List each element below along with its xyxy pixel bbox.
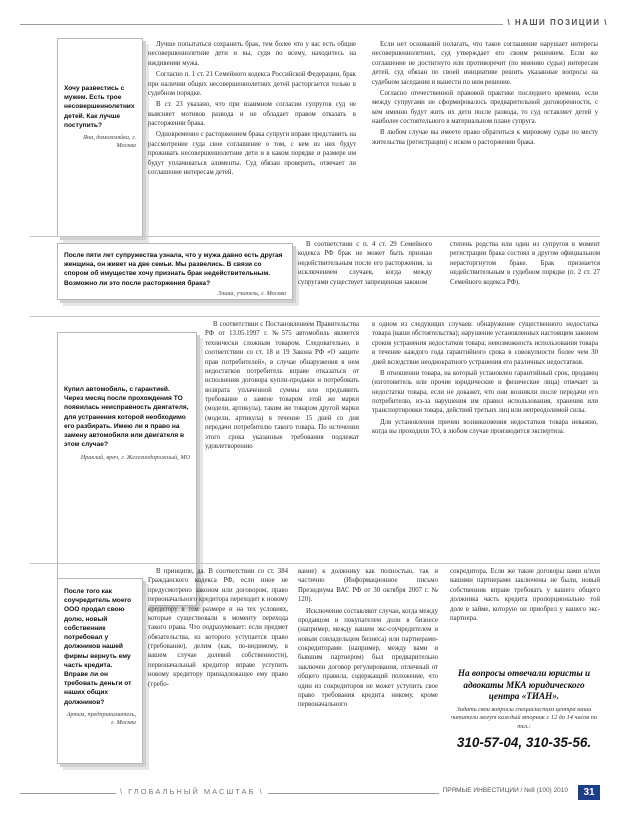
- question-box-divorce: [57, 38, 143, 237]
- answer-column-1: [205, 320, 359, 556]
- page-number: 31: [578, 785, 600, 800]
- contact-phones: 310-57-04, 310-35-56.: [456, 735, 592, 750]
- answer-column-2: [298, 567, 438, 767]
- paragraph: Если нет оснований полагать, что такое соглашение нарушает интересы несовершеннолетних, суд утверждает его своим решением. Если же соглашение не достигнуто или противоречит (по мнению судьи) интересам детей, суд обязан по своей инициативе решить указанные вопросы на судебном заседании и вынести по ним решение.: [372, 41, 598, 86]
- section-divider: [30, 236, 600, 237]
- question-signature: Яна, домохозяйка, г. Москва: [82, 134, 136, 150]
- answer-column-3: [450, 567, 600, 663]
- question-text: Хочу развестись с мужем. Есть трое несовершеннолетних детей. Как лучше поступить?: [64, 85, 135, 129]
- paragraph: В соответствии с п. 4 ст. 29 Семейного кодекса РФ брак не может быть признан недействительным после его расторжения, за исключением случаев, когда между супругами существует запрещенная законом: [298, 241, 432, 286]
- answer-column-1: [148, 40, 356, 232]
- answer-column-1: [148, 567, 288, 767]
- paragraph: Исключение составляют случаи, когда между продавцом и покупателем доли в бизнесе (например, между вашим экс-соучредителем и новым совладельцем бизнеса) или партнерами-сокредиторами (например, между вами и бывшим партнером) был предварительно заключен договор регулирования, отличный от общего правила, содержащий положение, что один из сокредиторов не может уступить свое право требования кредита никому, кроме первоначального: [298, 607, 438, 709]
- answer-column-2: [372, 320, 598, 556]
- paragraph: сокредитора. Если же такие договоры вами и/или вашими партнерами заключены не были, новый собственник вправе требовать у вашего общего должника часть кредита пропорционально той доле в займе, которую он приобрел у вашего экс-партнера.: [450, 568, 600, 622]
- question-text: После того как соучредитель моего ООО продал свою долю, новый собственник потребовал у должников нашей фирмы вернуть ему часть кредита. Вправе ли он требовать деньги от наших общих должников?: [64, 588, 132, 706]
- answer-column-2: [372, 40, 598, 232]
- paragraph: В ст. 23 указано, что при взаимном согласии супругов суд не выясняет мотивов развода и не обладает правом отказать в расторжении брака.: [148, 101, 356, 127]
- paragraph: В любом случае вы имеете право обратиться к мировому судье по месту жительства (регистрации) с иском о расторжении брака.: [372, 129, 598, 146]
- contact-note: Задать свои вопросы специалистам центра наши читатели могут каждый вторник с 12 до 14 часов по тел.:: [450, 705, 598, 730]
- paragraph: Для установления причин возникновения недостатков товара неважно, когда вы проходили ТО, в любом случае производится экспертиза.: [372, 418, 598, 436]
- section-divider: [30, 316, 600, 317]
- paragraph: вание) к должнику как полностью, так и частично (Информационное письмо Президиума ВАС РФ от 30 октября 2007 г. № 120).: [298, 568, 438, 604]
- contact-box: [450, 668, 598, 750]
- footer-publication: ПРЯМЫЕ ИНВЕСТИЦИИ / №8 (100) 2010: [439, 787, 572, 794]
- section-title: \ НАШИ ПОЗИЦИИ \: [503, 18, 612, 27]
- paragraph: Лучше попытаться сохранить брак, тем более что у вас есть общие несовершеннолетние дети и вы, судя по всему, находитесь на иждивении мужа.: [148, 41, 356, 67]
- paragraph: В отношении товара, на который установлен гарантийный срок, продавец (изготовитель или прочие юридические и физические лица) отвечает за недостатки товара, если не докажет, что они возникли после передачи его потребителю, из-за нарушения им правил использования, хранения или транспортировки товара, действий третьих лиц или непреодолимой силы.: [372, 369, 598, 415]
- paragraph: Согласно отечественной правовой практике последнего времени, если между супругами не сформировалось предварительной договоренности, с кем именно будут жить их дети после развода, то суд оставляет детей у наиболее состоятельного в материальном плане супруга.: [372, 89, 598, 125]
- contact-title: На вопросы отвечали юристы и адвокаты МКА юридического центра «ТИАН».: [457, 668, 591, 701]
- question-box-marriage: [57, 243, 293, 300]
- paragraph: В соответствии с Постановлением Правительства РФ от 13.05.1997 г. №575 автомобиль является технически сложным товаром. Следовательно, в соответствии со ст. 18 и 19 Закона РФ «О защите прав потребителей», в случае обнаружения в нем недостатков потребитель вправе отказаться от исполнения договора купли-продажи и потребовать возврата уплаченной суммы или предъявить требование о замене товаром этой же марки (модели, артикула), таким же товаром другой марки (модели, артикула) в течение 15 дней со дня передачи потребителю такого товара. По истечении этого срока указанные требования подлежат удовлетворению: [205, 321, 359, 450]
- question-box-llc: [57, 578, 143, 764]
- question-signature: Артем, предприниматель, г. Москва: [66, 710, 136, 726]
- question-text: Купил автомобиль, с гарантией. Через месяц после прохождения ТО появилась неисправность двигателя, для устранения которой необходимо его разбирать. Имею ли я право на замену автомобиля или двигателя в этом случае?: [64, 386, 189, 449]
- section-divider: [30, 563, 600, 564]
- paragraph: в одном из следующих случаев: обнаружение существенного недостатка товара (ваши обстоятельства); нарушение установленных настоящим законом сроков устранения недостатков товара; невозможность использования товара в течение каждого года гарантийного срока в совокупности более чем 30 дней вследствие неоднократного устранения его различных недостатков.: [372, 321, 598, 366]
- paragraph: степень родства или один из супругов в момент регистрации брака состоял в другом официальном нерасторгнутом браке. Брак признается недействительным в судебном порядке (п. 2 ст. 27 Семейного кодекса РФ).: [450, 241, 600, 286]
- paragraph: Согласно п. 1 ст. 21 Семейного кодекса Российской Федерации, брак при наличии общих несовершеннолетних детей расторгается только в судебном порядке.: [148, 71, 356, 97]
- answer-column-2: [450, 240, 600, 300]
- question-signature: Элина, учитель, г. Москва: [217, 289, 286, 297]
- question-text: После пяти лет супружества узнала, что у мужа давно есть другая женщина, он живет на две семьи. Мы развелись. В связи со спором об имуществе хочу признать брак недействительным. Возможно ли это после расторжения брака?: [64, 252, 283, 287]
- paragraph: В принципе, да. В соответствии со ст. 384 Гражданского кодекса РФ, если иное не предусмотрено законом или договором, право первоначального кредитора переходит к новому кредитору в том размере и на тех условиях, которые существовали к моменту перехода такого права. Что подразумевает: если предмет обязательства, из которого уступается право (требование), делим (как, по-видимому, в вашем случае долевой собственности), первоначальный кредитор вправе уступить новому кредитору принадлежащее ему право (требо-: [148, 568, 288, 688]
- answer-column-1: [298, 240, 432, 300]
- footer-section-title: \ ГЛОБАЛЬНЫЙ МАСШТАБ \: [116, 787, 268, 796]
- question-signature: Ираклий, врач, г. Железнодорожный, МО: [80, 453, 190, 461]
- question-box-car: [57, 332, 197, 606]
- paragraph: Одновременно с расторжением брака супруги вправе представить на рассмотрение суда свое соглашение о том, с кем из них будут проживать несовершеннолетние дети и в каком порядке и размере им будут уплачиваться алименты. Суд обязан проверить, отвечает ли соглашение интересам детей.: [148, 131, 356, 176]
